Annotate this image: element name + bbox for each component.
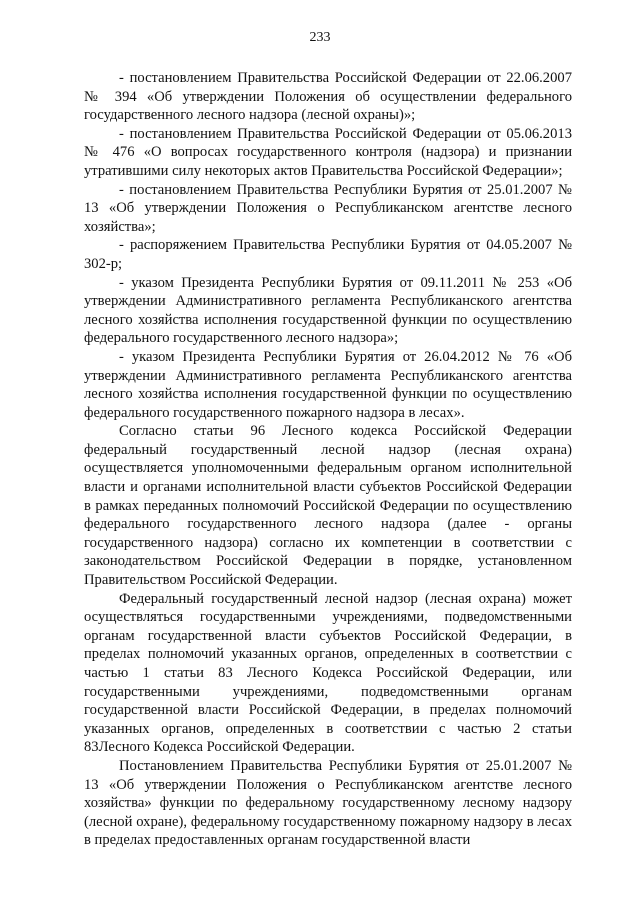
list-item-presidential-decree-76: - указом Президента Республики Бурятия от 26.04.2012 № 76 «Об утверждении Административного регламента Республиканского агентства лесного хозяйства исполнения государственной функции по осуществлению федерального государственного пожарного надзора в лесах».: [84, 348, 572, 421]
paragraph-forest-code-article-96: Согласно статьи 96 Лесного кодекса Российской Федерации федеральный государственный лесной надзор (лесная охрана) осуществляется уполномоченными федеральным органом исполнительной власти и органами исполнительной власти субъектов Российской Федерации в рамках переданных полномочий Российской Федерации по осуществлению федерального государственного лесного надзора (далее - органы государственного надзора) согласно их компетенции в соответствии с законодательством Российской Федерации в порядке, установленном Правительством Российской Федерации.: [84, 423, 572, 589]
document-body: [84, 69, 572, 850]
list-item-government-resolution-476: - постановлением Правительства Российской Федерации от 05.06.2013 № 476 «О вопросах государственного контроля (надзора) и признании утратившими силу некоторых актов Правительства Российской Федерации»;: [84, 125, 572, 179]
paragraph-resolution-functions: Постановлением Правительства Республики Бурятия от 25.01.2007 № 13 «Об утверждении Положения о Республиканском агентстве лесного хозяйства» функции по федеральному государственному лесному надзору (лесной охране), федеральному государственному пожарному надзору в лесах в пределах предоставленных органам государственной власти: [84, 757, 572, 849]
list-item-buryatia-order-302: - распоряжением Правительства Республики Бурятия от 04.05.2007 № 302-р;: [84, 237, 572, 272]
list-item-government-resolution-394: - постановлением Правительства Российской Федерации от 22.06.2007 № 394 «Об утверждении Положения об осуществлении федерального государственного лесного надзора (лесной охраны)»;: [84, 70, 572, 124]
page-number: 233: [309, 30, 331, 45]
paragraph-state-institutions: Федеральный государственный лесной надзор (лесная охрана) может осуществляться государственными учреждениями, подведомственными органам государственной власти субъектов Российской Федерации, в пределах полномочий указанных органов, определенных в соответствии с частью 1 статьи 83 Лесного Кодекса Российской Федерации, или государственными учреждениями, подведомственными органам государственной власти Российской Федерации, в пределах полномочий указанных органов, определенных в соответствии с частью 2 статьи 83Лесного Кодекса Российской Федерации.: [84, 590, 572, 756]
list-item-presidential-decree-253: - указом Президента Республики Бурятия от 09.11.2011 № 253 «Об утверждении Административного регламента Республиканского агентства лесного хозяйства исполнения государственной функции по осуществлению федерального государственного лесного надзора»;: [84, 274, 572, 347]
list-item-buryatia-resolution-13: - постановлением Правительства Республики Бурятия от 25.01.2007 № 13 «Об утверждении Положения о Республиканском агентстве лесного хозяйства»;: [84, 181, 572, 235]
